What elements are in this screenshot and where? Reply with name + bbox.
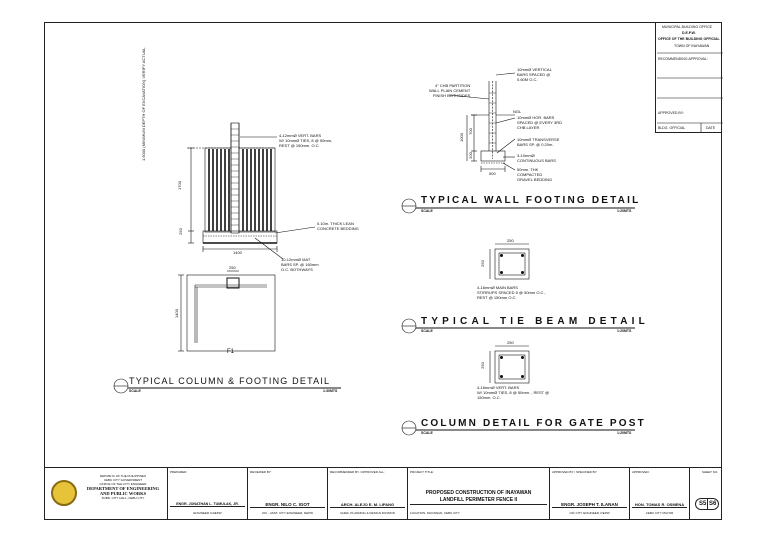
recommended-heading: RECOMMENDED BY / APPROVED ALL: <box>330 470 385 474</box>
gate-post-scale-label: SCALE <box>421 431 433 435</box>
mayor-heading: APPROVED: <box>632 470 650 474</box>
recommending-label: RECOMMENDING APPROVAL: <box>658 57 708 61</box>
drawing-linework <box>45 23 723 521</box>
footing-label: F1 <box>227 349 235 355</box>
prepared-name: ENGR. JONATHAN L. TUMULAK, JR. <box>170 502 245 507</box>
recommended-cell <box>327 468 407 519</box>
bldg-official-label: BLDG. OFFICIAL <box>658 126 686 130</box>
prepared-heading: PREPARED: <box>170 470 188 474</box>
lean-concrete-note: 0.10m. THICK LEAN CONCRETE BEDDING <box>317 221 359 231</box>
approved-by-label: APPROVED BY: <box>658 111 684 115</box>
sheet-number: S5 <box>699 501 707 507</box>
reviewed-heading: REVIEWED BY: <box>250 470 272 474</box>
wall-hor-bars-note: 10mmØ HOR. BARS SPACED @ EVERY 3RD CHB LAYER <box>517 115 562 130</box>
dim-ngl: NGL <box>513 109 522 114</box>
sheet-heading: SHEET NO. <box>702 470 719 474</box>
approved-cell <box>549 468 629 519</box>
seal-logo <box>51 480 77 506</box>
gate-post-scale: 1:20MTS <box>617 431 632 435</box>
gate-post-title: COLUMN DETAIL FOR GATE POST <box>421 418 646 429</box>
dim-250-top: 250 <box>229 265 236 270</box>
dim-1000: 1000 <box>458 133 464 142</box>
approval-header: MUNICIPAL BUILDING OFFICE <box>662 25 712 29</box>
approval-box <box>655 23 721 133</box>
gate-post-note: 4-16mmØ VERT. BARS W/ 10mmØ TIES, 8 @ 50mm. , REST @ 150mm. O.C. <box>477 385 550 400</box>
dim-1400-vertical: 1400 <box>173 309 179 318</box>
column-footing-title: TYPICAL COLUMN & FOOTING DETAIL <box>129 376 331 386</box>
mat-bars-note: 10-12mmØ MAT BARS SP. @ 160mm O.C. BOTHWAYS <box>281 257 319 272</box>
gravel-bedding-note: 50mm. THK COMPACTED GRAVEL BEDDING <box>517 167 553 182</box>
reviewed-name: ENGR. NILO C. IGOT <box>250 502 325 508</box>
mayor-cell <box>629 468 689 519</box>
mayor-role: CEBU CITY MAYOR <box>645 511 674 515</box>
wall-footing-title: TYPICAL WALL FOOTING DETAIL <box>421 195 641 206</box>
project-cell <box>407 468 549 519</box>
tie-beam-title: TYPICAL TIE BEAM DETAIL <box>421 316 649 327</box>
tie-beam-note: 4-16mmØ MAIN BARS STIRRUPS SPACED 5 @ 50mm O.C., REST @ 150mm O.C. <box>477 285 546 300</box>
tie-beam-scale: 1:20MTS <box>617 329 632 333</box>
excavation-note: 1.5000 (MINIMUM DEPTH OF EXCAVATION) VERIFY ACTUAL <box>141 47 146 161</box>
gate-post-dim-width: 250 <box>507 340 514 345</box>
drawing-sheet <box>44 22 722 520</box>
dim-1400: 1400 <box>233 250 242 255</box>
tie-beam-dim-width: 250 <box>507 238 514 243</box>
dim-500: 500 <box>489 171 496 176</box>
gate-post-dim-height: 250 <box>479 362 485 369</box>
dim-1700: 1700 <box>176 181 182 190</box>
chb-partition-note: 4" CHB PARTITION WALL PLAIN CEMENT FINISH BOTHSIDES <box>429 83 471 98</box>
sheet-cell <box>689 468 723 519</box>
recommended-role: CHIEF, PLANNING & DESIGN DIVISION <box>340 511 395 515</box>
sheet-number-box <box>695 498 719 510</box>
dim-700: 700 <box>467 128 473 135</box>
transverse-bars-note: 10mmØ TRANSVERSE BARS SP. @ 0.20m. <box>517 137 560 147</box>
agency-line: OFFICE OF THE CITY ENGINEER <box>99 482 147 486</box>
wall-footing-scale-label: SCALE <box>421 209 433 213</box>
wall-footing-scale: 1:20MTS <box>617 209 632 213</box>
vert-bars-note: 4-12mmØ VERT. BARS W/ 10mmØ TIES, 8 @ 50mm, REST @ 150mm. O.C. <box>279 133 333 148</box>
approval-office: OFFICE OF THE BUILDING OFFICIAL <box>658 37 720 41</box>
prepared-role: ENGINEER II-DEPW <box>193 511 222 515</box>
dim-250: 250 <box>177 228 183 235</box>
column-footing-scale-label: SCALE <box>129 389 141 393</box>
approval-dept: D.E.P.W. <box>682 31 696 35</box>
project-title: PROPOSED CONSTRUCTION OF INAYAWAN LANDFILL PERIMETER FENCE II <box>410 490 547 505</box>
date-label: DATE <box>706 126 716 130</box>
agency-line: REPUBLIC OF THE PHILIPPINES <box>99 474 147 478</box>
dim-200: 200 <box>467 152 473 159</box>
reviewed-role: OIC - ASST. CITY ENGINEER, DEPW <box>262 511 313 515</box>
sheet-total: S6 <box>709 501 717 507</box>
agency-block <box>81 474 165 500</box>
approved-role: OIC CITY ENGINEER, DEPW <box>569 511 610 515</box>
tie-beam-scale-label: SCALE <box>421 329 433 333</box>
mayor-name: HON. TOMAS R. OSMENA <box>632 502 687 508</box>
agency-line: SUBD. CITY HALL, CEBU CITY <box>101 496 145 500</box>
project-location: LOCATION: INAYAWAN, CEBU CITY <box>410 511 460 515</box>
approved-name: ENGR. JOSEPH T. ILANAN <box>552 502 627 508</box>
recommended-name: ARCH. ALEJO E. M. LIPANG <box>330 502 405 508</box>
approval-sub: TOWN OF INAYAWAN <box>674 44 710 48</box>
agency-line: DEPARTMENT OF ENGINEERING <box>86 486 160 491</box>
sheet-divider <box>707 499 708 509</box>
agency-line: AND PUBLIC WORKS <box>99 491 147 496</box>
column-footing-scale: 1:30MTS <box>323 389 338 393</box>
wall-vert-bars-note: 10mmØ VERTICAL BARS SPACED @ 0.60M O.C. <box>517 67 552 82</box>
reviewed-cell <box>247 468 327 519</box>
tie-beam-dim-height: 250 <box>479 260 485 267</box>
continuous-bars-note: 3-10mmØ CONTINUOUS BARS <box>517 153 556 163</box>
project-heading: PROJECT TITLE: <box>410 470 434 474</box>
prepared-cell <box>167 468 247 519</box>
agency-line: CEBU CITY GOVERNMENT <box>103 478 143 482</box>
title-block <box>45 467 721 519</box>
approved-heading: APPROVED BY / SPECIFIED BY: <box>552 470 598 474</box>
